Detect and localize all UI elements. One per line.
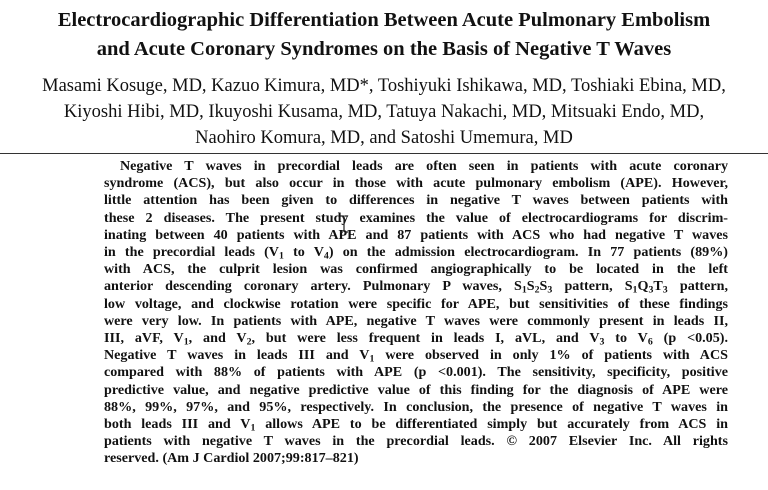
text-cursor-icon <box>339 215 349 233</box>
abstract-line: predictive value, and negative predictive value of this finding for the diagnosis of APE were <box>104 381 728 398</box>
subscript: 2 <box>534 284 540 296</box>
abstract-text: anterior descending coronary artery. Pulmonary P waves, S <box>104 278 522 295</box>
abstract-text: III, aVF, V <box>104 330 184 347</box>
subscript: 3 <box>547 284 553 296</box>
subscript: 1 <box>250 422 256 434</box>
subscript: 1 <box>521 284 527 296</box>
abstract-line: 88%, 99%, 97%, and 95%, respectively. In conclusion, the presence of negative T waves in <box>104 398 728 415</box>
abstract-line: reserved. (Am J Cardiol 2007;99:817–821) <box>104 450 359 467</box>
abstract-line: Negative T waves in precordial leads are often seen in patients with acute coronary <box>120 158 728 174</box>
section-divider <box>0 153 768 154</box>
title-line-1: Electrocardiographic Differentiation Between Acute Pulmonary Embolism <box>57 9 711 31</box>
authors-line-2: Kiyoshi Hibi, MD, Ikuyoshi Kusama, MD, Tatuya Nakachi, MD, Mitsuaki Endo, MD, <box>63 102 705 122</box>
abstract-text: Negative T waves in leads III and V <box>104 347 370 364</box>
subscript: 2 <box>246 336 252 348</box>
abstract-line <box>104 278 728 295</box>
abstract-line: low voltage, and clockwise rotation were specific for APE, but sensitivities of these findings <box>104 295 728 312</box>
abstract-text: ) on the admission electrocardiogram. In 77 patients (89%) <box>328 244 728 261</box>
abstract-line: syndrome (ACS), but also occur in those with acute pulmonary embolism (APE). However, <box>104 175 728 192</box>
abstract-line <box>104 244 728 261</box>
abstract <box>104 158 728 468</box>
subscript: 4 <box>323 250 329 262</box>
abstract-text: S <box>526 278 535 295</box>
subscript: 3 <box>599 336 605 348</box>
author-list <box>0 73 768 151</box>
abstract-line <box>104 330 728 347</box>
abstract-text: (p <0.05). <box>652 330 728 347</box>
authors-line-1: Masami Kosuge, MD, Kazuo Kimura, MD*, Toshiyuki Ishikawa, MD, Toshiaki Ebina, MD, <box>42 76 726 96</box>
abstract-text: T <box>653 278 663 295</box>
abstract-line <box>104 416 728 433</box>
abstract-text: to V <box>604 330 648 347</box>
abstract-text: both leads III and V <box>104 416 251 433</box>
abstract-line: these 2 diseases. The present study examines the value of electrocardiograms for discrim- <box>104 209 728 226</box>
subscript: 6 <box>647 336 653 348</box>
abstract-text: allows APE to be differentiated simply but accurately from ACS in <box>255 416 728 433</box>
abstract-line <box>104 347 728 364</box>
abstract-text: were observed in only 1% of patients with ACS <box>374 347 728 364</box>
abstract-line: compared with 88% of patients with APE (p <0.001). The sensitivity, specificity, positive <box>104 364 728 381</box>
abstract-text: , and V <box>188 330 247 347</box>
article-title <box>0 6 768 64</box>
subscript: 3 <box>648 284 654 296</box>
abstract-text: Q <box>637 278 649 295</box>
abstract-line: with ACS, the culprit lesion was confirmed angiographically to be located in the left <box>104 261 728 278</box>
abstract-text: , but were less frequent in leads I, aVL, and V <box>251 330 600 347</box>
subscript: 1 <box>632 284 638 296</box>
abstract-text: to V <box>283 244 324 261</box>
abstract-text: in the precordial leads (V <box>104 244 279 261</box>
subscript: 1 <box>278 250 284 262</box>
subscript: 3 <box>662 284 668 296</box>
title-line-2: and Acute Coronary Syndromes on the Basis of Negative T Waves <box>96 38 672 60</box>
abstract-text: pattern, S <box>552 278 633 295</box>
abstract-line: inating between 40 patients with APE and 87 patients with ACS who had negative T waves <box>104 226 728 243</box>
authors-line-3: Naohiro Komura, MD, and Satoshi Umemura, MD <box>195 128 573 148</box>
abstract-text: S <box>539 278 548 295</box>
abstract-text: pattern, <box>667 278 728 295</box>
subscript: 1 <box>183 336 189 348</box>
abstract-line: little attention has been given to differences in negative T waves between patients with <box>104 192 728 209</box>
subscript: 1 <box>369 353 375 365</box>
abstract-line: patients with negative T waves in the precordial leads. © 2007 Elsevier Inc. All rights <box>104 433 728 450</box>
abstract-line: were very low. In patients with APE, negative T waves were commonly present in leads II, <box>104 312 728 329</box>
